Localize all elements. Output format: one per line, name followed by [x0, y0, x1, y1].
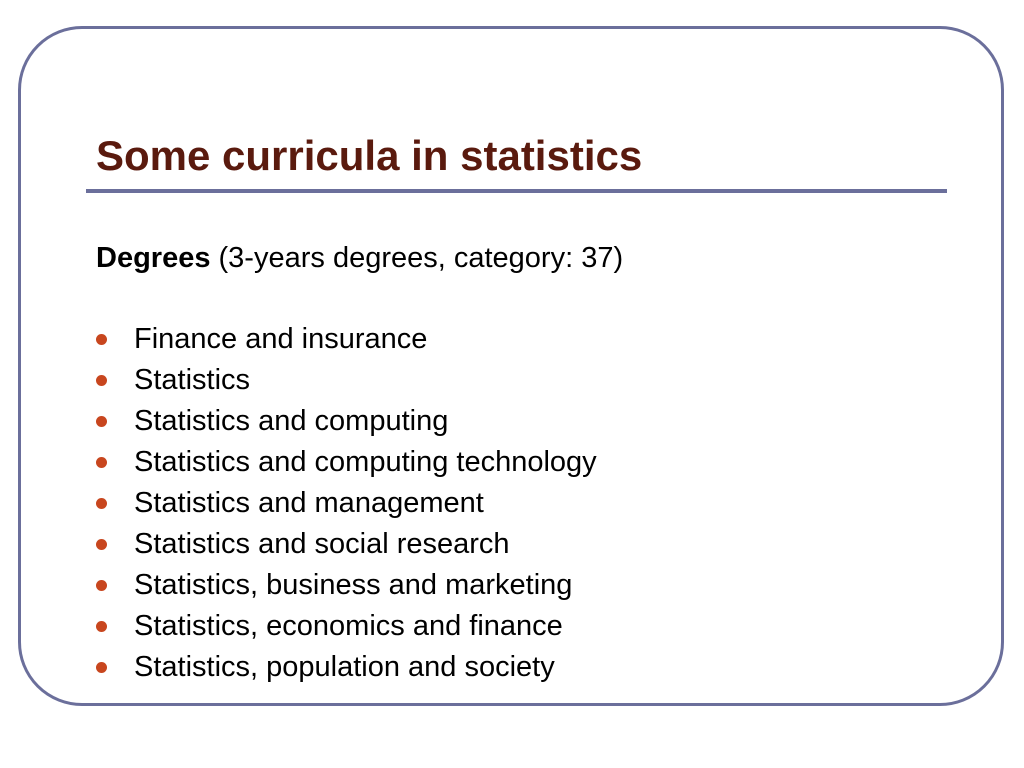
bullet-dot-icon: [96, 539, 107, 550]
list-item-text: Statistics and computing: [134, 405, 449, 437]
slide-title: Some curricula in statistics: [96, 132, 643, 179]
list-item: [96, 319, 597, 360]
list-item-text: Statistics, population and society: [134, 651, 555, 683]
list-item: [96, 647, 597, 688]
curricula-list: [96, 319, 597, 688]
list-item-text: Statistics and computing technology: [134, 446, 597, 478]
bullet-dot-icon: [96, 580, 107, 591]
degrees-label: Degrees: [96, 242, 211, 274]
list-item-text: Statistics, business and marketing: [134, 569, 573, 601]
list-item: [96, 442, 597, 483]
bullet-dot-icon: [96, 457, 107, 468]
list-item-text: Statistics: [134, 364, 251, 396]
list-item: [96, 565, 597, 606]
list-item: [96, 606, 597, 647]
degrees-heading: [96, 238, 623, 278]
list-item-text: Statistics, economics and finance: [134, 610, 563, 642]
list-item: [96, 524, 597, 565]
bullet-dot-icon: [96, 375, 107, 386]
list-item: [96, 401, 597, 442]
list-item: [96, 360, 597, 401]
bullet-dot-icon: [96, 662, 107, 673]
title-divider: [86, 189, 947, 193]
list-item-text: Finance and insurance: [134, 323, 428, 355]
list-item: [96, 483, 597, 524]
list-item-text: Statistics and management: [134, 487, 484, 519]
bullet-dot-icon: [96, 621, 107, 632]
bullet-dot-icon: [96, 416, 107, 427]
degrees-description: (3-years degrees, category: 37): [210, 242, 624, 274]
bullet-dot-icon: [96, 334, 107, 345]
list-item-text: Statistics and social research: [134, 528, 510, 560]
bullet-dot-icon: [96, 498, 107, 509]
